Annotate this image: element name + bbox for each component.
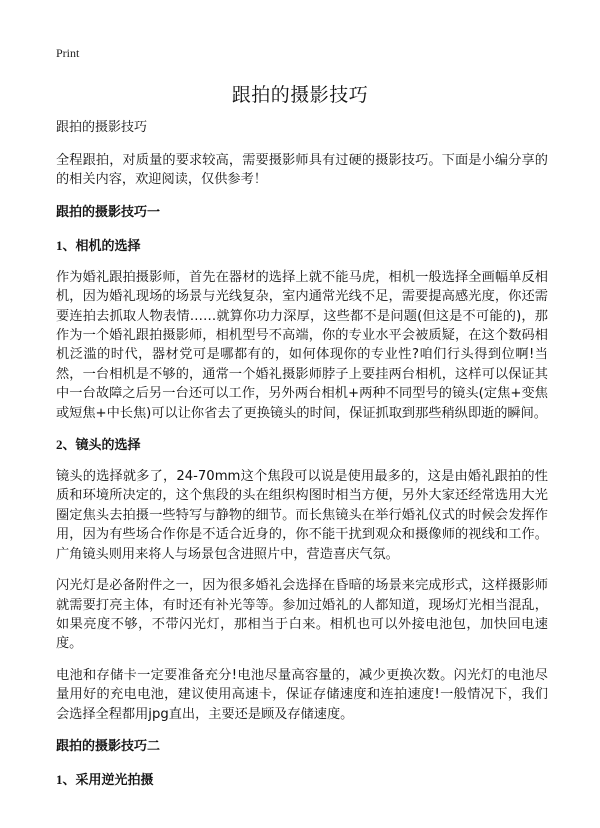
subheading-camera-choice: 1、相机的选择 <box>56 237 141 253</box>
subheading-backlight: 1、采用逆光拍摄 <box>56 771 154 787</box>
paragraph-camera-choice: 作为婚礼跟拍摄影师，首先在器材的选择上就不能马虎，相机一般选择全画幅单反相机，因为婚礼现场的场景与光线复杂，室内通常光线不足，需要提高感光度，你还需要连拍去抓取人物表情……就算你功力深厚，这些都不是问题(但这是不可能的)，那作为一个婚礼跟拍摄影师，相机型号不高端，你的专业水平会被质疑，在这个数码相机泛滥的时代，器材党可是哪都有的，如何体现你的专业性?咱们行头得到位啊!当然，一台相机是不够的，通常一个婚礼摄影师脖子上要挂两台相机，这样可以保证其中一台故障之后另一台还可以工作，另外两台相机+两种不同型号的镜头(定焦+变焦或短焦+中长焦)可以让你省去了更换镜头的时间，保证抓取到那些稍纵即逝的瞬间。 <box>56 269 548 421</box>
print-link[interactable]: Print <box>56 46 80 60</box>
paragraph-flash: 闪光灯是必备附件之一，因为很多婚礼会选择在昏暗的场景来完成形式，这样摄影师就需要打亮主体，有时还有补光等等。参加过婚礼的人都知道，现场灯光相当混乱，如果亮度不够，不带闪光灯，那相当于白来。相机也可以外接电池包，加快回电速度。 <box>56 578 548 652</box>
section-heading-1: 跟拍的摄影技巧一 <box>56 203 161 219</box>
subheading-lens-choice: 2、镜头的选择 <box>56 437 141 453</box>
page-title: 跟拍的摄影技巧 <box>231 84 369 106</box>
article-body <box>56 118 548 802</box>
section-heading-2: 跟拍的摄影技巧二 <box>56 737 161 753</box>
article-subtitle: 跟拍的摄影技巧 <box>56 120 148 135</box>
paragraph-battery-card: 电池和存储卡一定要准备充分!电池尽量高容量的，减少更换次数。闪光灯的电池尽量用好的充电电池，建议使用高速卡，保证存储速度和连拍速度!一般情况下，我们会选择全程都用jpg直出，主要还是顾及存储速度。 <box>56 667 548 722</box>
paragraph-lens-choice: 镜头的选择就多了，24-70mm这个焦段可以说是使用最多的，这是由婚礼跟拍的性质和环境所决定的，这个焦段的头在组织构图时相当方便，另外大家还经常选用大光圈定焦头去拍摄一些特写与静物的细节。而长焦镜头在举行婚礼仪式的时候会发挥作用，因为有些场合作你是不适合近身的，你不能干扰到观众和摄像师的视线和工作。广角镜头则用来将人与场景包含进照片中，营造喜庆气氛。 <box>56 469 548 562</box>
intro-paragraph: 全程跟拍，对质量的要求较高，需要摄影师具有过硬的摄影技巧。下面是小编分享的的相关内容，欢迎阅读，仅供参考！ <box>56 153 548 188</box>
